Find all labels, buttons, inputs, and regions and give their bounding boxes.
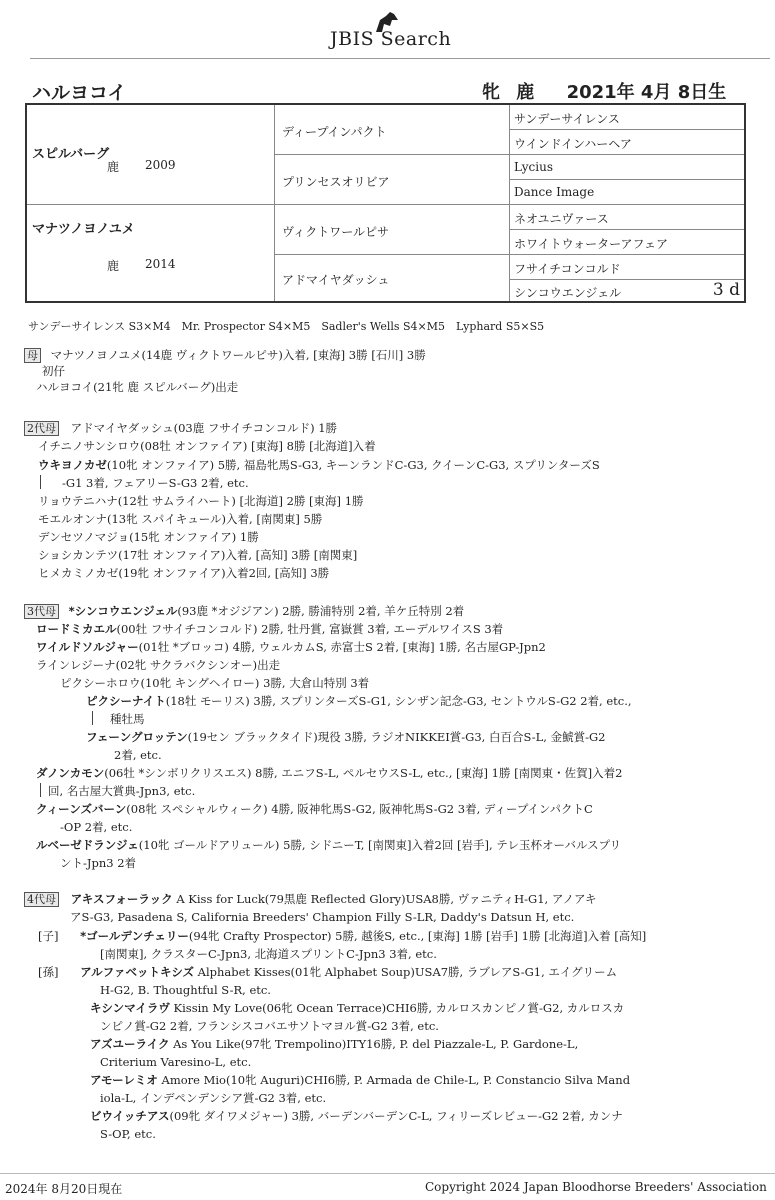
family-line: H-G2, B. Thoughtful S-R, etc. xyxy=(100,983,271,997)
gen2-name[interactable]: プリンセスオリビア xyxy=(282,175,390,189)
horse-name-bold[interactable]: *シンコウエンジェル xyxy=(68,604,178,618)
gen3-cell xyxy=(510,280,744,301)
horse-name-bold[interactable]: フェーングロッテン xyxy=(86,730,188,744)
section-tag: 母 xyxy=(24,348,41,363)
family-line: S-OP, etc. xyxy=(100,1127,156,1141)
horse-name: ハルヨコイ xyxy=(32,82,127,104)
gen3-cell xyxy=(510,105,744,130)
horse-name-bold[interactable]: ピクシーナイト xyxy=(86,694,166,708)
dam-line: ハルヨコイ(21牝 鹿 スピルバーグ)出走 xyxy=(36,380,239,394)
family-line: -OP 2着, etc. xyxy=(60,820,133,834)
family-line: (94牝 Crafty Prospector) 5勝, 越後S, etc., [東海] 1勝 [岩手] 1勝 [北海道]入着 [高知] xyxy=(188,929,647,943)
family-line: Criterium Varesino-L, etc. xyxy=(100,1055,252,1069)
logo-text: JBIS Search xyxy=(330,28,452,50)
dam-line: 初仔 xyxy=(42,364,65,378)
family-line: (08牝 スペシャルウィーク) 4勝, 阪神牝馬S-G2, 阪神牝馬S-G2 3着, ディープインパクトC xyxy=(126,802,593,816)
gen3-cell xyxy=(510,130,744,155)
family-line: (10牝 ゴールドアリュール) 5勝, シドニーT, [南関東]入着2回 [岩手], テレ玉杯オーバルスプリ xyxy=(138,838,622,852)
family-line: 2着, etc. xyxy=(114,748,162,762)
family-line: Amore Mio(10牝 Auguri)CHI6勝, P. Armada de Chile-L, P. Constancio Silva Mand xyxy=(157,1073,631,1087)
family-line: Alphabet Kisses(01牝 Alphabet Soup)USA7勝, ラブレアS-G1, エイグリーム xyxy=(194,965,618,979)
sire-color: 鹿 xyxy=(107,160,120,174)
footer-divider xyxy=(0,1173,775,1174)
gen3-cell xyxy=(510,155,744,180)
horse-name-bold[interactable]: アルファベットキシズ xyxy=(80,965,194,979)
sire-cell xyxy=(27,105,275,205)
family-line: (00牡 フサイチコンコルド) 2勝, 牡丹賞, 富嶽賞 3着, エーデルワイスS 3着 xyxy=(116,622,504,636)
family-line: ラインレジーナ(02牝 サクラバクシンオー)出走 xyxy=(36,658,281,672)
family-line: [南関東], クラスターC-Jpn3, 北海道スプリントC-Jpn3 3着, etc. xyxy=(100,947,437,961)
family-line: (06牡 *シンボリクリスエス) 8勝, エニフS-L, ペルセウスS-L, etc., [東海] 1勝 [南関東・佐賀]入着2 xyxy=(104,766,623,780)
gen2-name[interactable]: ディープインパクト xyxy=(282,125,387,139)
horse-info xyxy=(482,78,726,104)
horse-name-bold[interactable]: ビウイッチアス xyxy=(90,1109,170,1123)
gen2-name[interactable]: アドマイヤダッシュ xyxy=(282,273,390,287)
family-line: As You Like(97牝 Trempolino)ITY16勝, P. del Piazzale-L, P. Gardone-L, xyxy=(169,1037,579,1051)
family-line: リョウテニハナ(12牡 サムライハート) [北海道] 2勝 [東海] 1勝 xyxy=(38,494,364,508)
family-line: イチニノサンシロウ(08牡 オンファイア) [東海] 8勝 [北海道]入着 xyxy=(38,439,376,453)
horse-name-bold[interactable]: アモーレミオ xyxy=(90,1073,158,1087)
as-of-date: 2024年 8月20日現在 xyxy=(5,1182,123,1196)
family-line: アS-G3, Pasadena S, California Breeders' Champion Filly S-LR, Daddy's Datsun H, etc. xyxy=(70,910,575,924)
jbis-logo[interactable] xyxy=(330,10,470,52)
sire-name[interactable]: スピルバーグ xyxy=(32,147,110,162)
child-label: [子] xyxy=(38,929,59,943)
horse-sex: 牝 xyxy=(482,82,500,103)
family-line: (93鹿 *オジジアン) 2勝, 勝浦特別 2着, 羊ケ丘特別 2着 xyxy=(177,604,465,618)
dam-name[interactable]: マナツノヨノユメ xyxy=(32,222,135,237)
gen3-cell xyxy=(510,205,744,230)
gen3-name[interactable]: ネオユニヴァース xyxy=(514,212,609,226)
dam-line: マナツノヨノユメ(14鹿 ヴィクトワールピサ)入着, [東海] 3勝 [石川] 3勝 xyxy=(50,348,426,362)
section-tag: 3代母 xyxy=(24,604,59,619)
family-line: ピクシーホロウ(10牝 キングヘイロー) 3勝, 大倉山特別 3着 xyxy=(60,676,370,690)
dam-cell xyxy=(27,205,275,301)
gen3-cell xyxy=(510,230,744,255)
family-line: (09牝 ダイワメジャー) 3勝, バーデンバーデンC-L, フィリーズレビュー-G2 2着, カンナ xyxy=(169,1109,623,1123)
family-line: ショシカンテツ(17牡 オンファイア)入着, [高知] 3勝 [南関東] xyxy=(38,548,358,562)
horse-name-bold[interactable]: アズユーライク xyxy=(90,1037,170,1051)
family-line: ヒメカミノカゼ(19牝 オンファイア)入着2回, [高知] 3勝 xyxy=(38,566,330,580)
gen2-cell xyxy=(275,255,510,301)
horse-name-bold[interactable]: ダノンカモン xyxy=(36,766,105,780)
horse-name-bold[interactable]: クィーンズバーン xyxy=(36,802,127,816)
copyright: Copyright 2024 Japan Bloodhorse Breeders' Association xyxy=(425,1180,767,1194)
sire-year: 2009 xyxy=(145,158,176,172)
continuation-bar xyxy=(92,711,93,725)
family-line: 回, 名古屋大賞典-Jpn3, etc. xyxy=(48,784,196,798)
gen3-cell xyxy=(510,255,744,280)
gen3-cell xyxy=(510,180,744,205)
horse-name-bold[interactable]: *ゴールデンチェリー xyxy=(80,929,189,943)
horse-color: 鹿 xyxy=(516,82,535,103)
gen3-name[interactable]: ウインドインハーヘア xyxy=(514,137,632,151)
family-line: デンセツノマジョ(15牝 オンファイア) 1勝 xyxy=(38,530,259,544)
horse-name-bold[interactable]: ルベーゼドランジェ xyxy=(36,838,139,852)
family-line: (10牝 オンファイア) 5勝, 福島牝馬S-G3, キーンランドC-G3, クイーンC-G3, スプリンターズS xyxy=(106,458,600,472)
family-line: ンピノ賞-G2 2着, フランシスコバエサソトマヨル賞-G2 3着, etc. xyxy=(100,1019,439,1033)
grand-label: [孫] xyxy=(38,965,59,979)
family-line: A Kiss for Luck(79黒鹿 Reflected Glory)USA8勝, ヴァニティH-G1, アノアキ xyxy=(172,892,597,906)
gen3-name[interactable]: Dance Image xyxy=(514,185,595,199)
family-line: ント-Jpn3 2着 xyxy=(60,856,137,870)
gen3-name[interactable]: フサイチコンコルド xyxy=(514,262,621,276)
family-line: アドマイヤダッシュ(03鹿 フサイチコンコルド) 1勝 xyxy=(70,421,338,435)
family-line: (18牡 モーリス) 3勝, スプリンターズS-G1, シンザン記念-G3, セントウルS-G2 2着, etc., xyxy=(165,694,632,708)
continuation-bar xyxy=(40,783,41,797)
horse-name-bold[interactable]: キシンマイラヴ xyxy=(90,1001,170,1015)
gen3-name[interactable]: シンコウエンジェル xyxy=(514,286,622,300)
family-line: Kissin My Love(06牝 Ocean Terrace)CHI6勝, カルロスカンピノ賞-G2, カルロスカ xyxy=(169,1001,625,1015)
family-line: iola-L, インデペンデンシア賞-G2 3着, etc. xyxy=(100,1091,327,1105)
gen2-cell xyxy=(275,155,510,205)
gen3-name[interactable]: ホワイトウォーターアフェア xyxy=(514,237,668,251)
family-line: 種牡馬 xyxy=(110,712,145,726)
gen2-cell xyxy=(275,205,510,255)
continuation-bar xyxy=(40,475,41,489)
gen2-name[interactable]: ヴィクトワールピサ xyxy=(282,225,390,239)
horse-name-bold[interactable]: ロードミカエル xyxy=(36,622,117,636)
family-line: モエルオンナ(13牝 スパイキュール)入着, [南関東] 5勝 xyxy=(38,512,323,526)
section-tag: 2代母 xyxy=(24,421,59,436)
family-line: (19セン ブラックタイド)現役 3勝, ラジオNIKKEI賞-G3, 白百合S-L, 金鯱賞-G2 xyxy=(187,730,606,744)
family-number: 3 d xyxy=(712,280,740,300)
horse-birth: 2021年 4月 8日生 xyxy=(566,82,727,103)
section-tag: 4代母 xyxy=(24,892,59,907)
dam-year: 2014 xyxy=(145,257,176,271)
family-line: -G1 3着, フェアリーS-G3 2着, etc. xyxy=(62,476,249,490)
horse-name-bold[interactable]: アキスフォーラック xyxy=(70,892,173,906)
gen3-name[interactable]: サンデーサイレンス xyxy=(514,112,620,126)
gen3-name[interactable]: Lycius xyxy=(514,160,553,174)
dam-color: 鹿 xyxy=(107,259,120,273)
pedigree-table xyxy=(25,103,746,303)
horse-name-bold[interactable]: ウキヨノカゼ xyxy=(38,458,107,472)
gen2-cell xyxy=(275,105,510,155)
inbreeding-line: サンデーサイレンス S3×M4 Mr. Prospector S4×M5 Sadler's Wells S4×M5 Lyphard S5×S5 xyxy=(28,320,545,333)
family-line: (01牡 *ブロッコ) 4勝, ウェルカムS, 赤富士S 2着, [東海] 1勝, 名古屋GP-Jpn2 xyxy=(138,640,546,654)
horse-name-bold[interactable]: ワイルドソルジャー xyxy=(36,640,139,654)
header-divider xyxy=(30,58,770,59)
